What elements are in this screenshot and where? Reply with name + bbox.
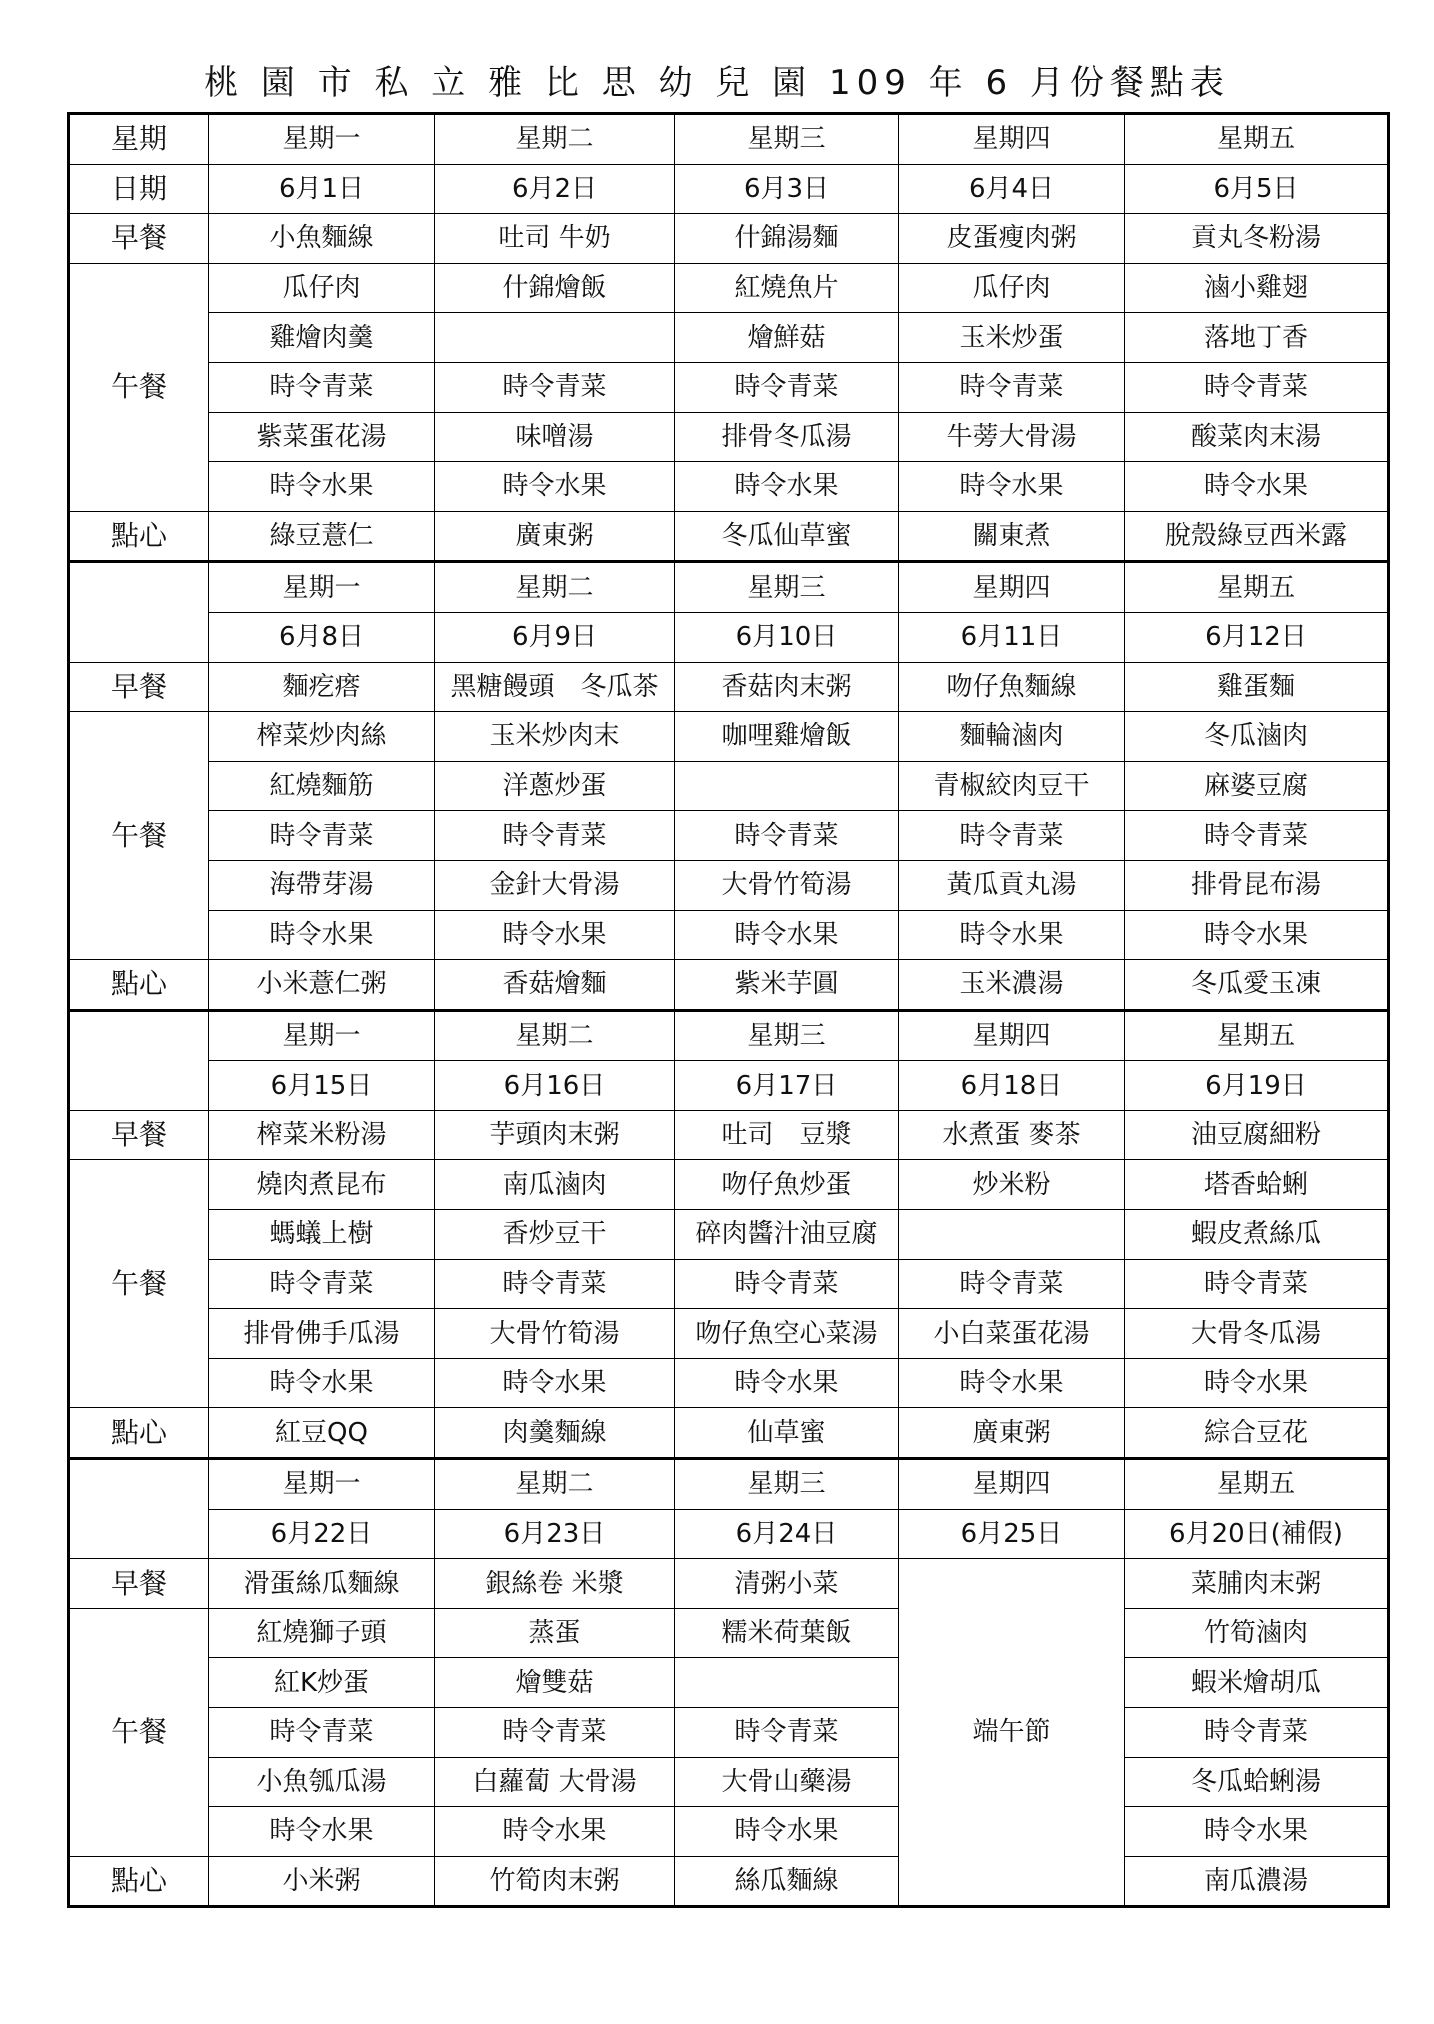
menu-item: 雞燴肉羹: [209, 313, 435, 363]
weekday-thu: 星期四: [899, 562, 1125, 613]
menu-item: 蒸蛋: [435, 1608, 675, 1658]
menu-item: 紅K炒蛋: [209, 1658, 435, 1708]
menu-item: 吻仔魚麵線: [899, 662, 1125, 712]
menu-item: 玉米濃湯: [899, 960, 1125, 1011]
menu-item: 冬瓜蛤蜊湯: [1125, 1757, 1389, 1807]
menu-item: 碎肉醬汁油豆腐: [675, 1210, 899, 1260]
menu-item: 小米粥: [209, 1856, 435, 1907]
menu-item: 玉米炒肉末: [435, 712, 675, 762]
holiday-cell: 端午節: [899, 1559, 1125, 1907]
week-1-lunch-row: [69, 313, 1389, 363]
weekday-thu: 星期四: [899, 1459, 1125, 1510]
week-2-weekday-row: [69, 562, 1389, 613]
menu-item: 燒肉煮昆布: [209, 1160, 435, 1210]
menu-item: 咖哩雞燴飯: [675, 712, 899, 762]
menu-item: 貢丸冬粉湯: [1125, 214, 1389, 264]
weekday-thu: 星期四: [899, 1010, 1125, 1061]
menu-item: 時令青菜: [435, 1708, 675, 1758]
weekday-fri: 星期五: [1125, 114, 1389, 165]
menu-item: 紅燒獅子頭: [209, 1608, 435, 1658]
menu-item: 時令青菜: [1125, 1708, 1389, 1758]
lunch-label: 午餐: [69, 1608, 209, 1856]
menu-item: 脫殼綠豆西米露: [1125, 511, 1389, 562]
menu-item: 時令青菜: [209, 811, 435, 861]
menu-item: 時令青菜: [1125, 1259, 1389, 1309]
menu-item: [675, 761, 899, 811]
menu-item: 牛蒡大骨湯: [899, 412, 1125, 462]
menu-item: 小白菜蛋花湯: [899, 1309, 1125, 1359]
snack-label: 點心: [69, 511, 209, 562]
menu-item: 時令青菜: [675, 1259, 899, 1309]
menu-item: 紫米芋圓: [675, 960, 899, 1011]
menu-item: 水煮蛋 麥茶: [899, 1110, 1125, 1160]
menu-item: 時令水果: [1125, 1358, 1389, 1408]
week-4-lunch-row: [69, 1608, 1389, 1658]
meal-schedule-table: [67, 112, 1390, 1908]
menu-item: 排骨昆布湯: [1125, 860, 1389, 910]
week-1-lunch-row: [69, 362, 1389, 412]
week-1-breakfast-row: [69, 214, 1389, 264]
page-title: 桃 園 市 私 立 雅 比 思 幼 兒 園 109 年 6 月份餐點表: [204, 63, 1230, 103]
week-3-lunch-row: [69, 1160, 1389, 1210]
menu-item: 黑糖饅頭 冬瓜茶: [435, 662, 675, 712]
week-3-lunch-row: [69, 1358, 1389, 1408]
week-2-snack-row: [69, 960, 1389, 1011]
menu-item: 南瓜滷肉: [435, 1160, 675, 1210]
weekday-fri: 星期五: [1125, 562, 1389, 613]
menu-item: 油豆腐細粉: [1125, 1110, 1389, 1160]
lunch-label: 午餐: [69, 263, 209, 511]
date-label: 日期: [69, 164, 209, 214]
menu-item: 綜合豆花: [1125, 1408, 1389, 1459]
menu-item: 吻仔魚空心菜湯: [675, 1309, 899, 1359]
snack-label: 點心: [69, 960, 209, 1011]
menu-item: 吐司 牛奶: [435, 214, 675, 264]
menu-item: 時令青菜: [899, 362, 1125, 412]
date-fri: 6月5日: [1125, 164, 1389, 214]
lunch-label: 午餐: [69, 1160, 209, 1408]
week-2-lunch-row: [69, 811, 1389, 861]
menu-item: 蝦米燴胡瓜: [1125, 1658, 1389, 1708]
menu-item: 時令水果: [209, 462, 435, 512]
date-wed: 6月24日: [675, 1509, 899, 1559]
menu-item: 時令水果: [899, 910, 1125, 960]
menu-item: 落地丁香: [1125, 313, 1389, 363]
menu-item: 時令水果: [899, 1358, 1125, 1408]
snack-label: 點心: [69, 1856, 209, 1907]
week-3-weekday-row: [69, 1010, 1389, 1061]
menu-item: 紅豆QQ: [209, 1408, 435, 1459]
menu-item: 玉米炒蛋: [899, 313, 1125, 363]
date-fri: 6月20日(補假): [1125, 1509, 1389, 1559]
menu-item: 海帶芽湯: [209, 860, 435, 910]
menu-item: 清粥小菜: [675, 1559, 899, 1609]
menu-item: 燴鮮菇: [675, 313, 899, 363]
weekday-mon: 星期一: [209, 1459, 435, 1510]
menu-item: 麵疙瘩: [209, 662, 435, 712]
week-label-blank: [69, 1459, 209, 1559]
menu-item: 燴雙菇: [435, 1658, 675, 1708]
menu-item: 大骨竹筍湯: [435, 1309, 675, 1359]
menu-item: 雞蛋麵: [1125, 662, 1389, 712]
menu-item: 麵輪滷肉: [899, 712, 1125, 762]
menu-item: 蝦皮煮絲瓜: [1125, 1210, 1389, 1260]
snack-label: 點心: [69, 1408, 209, 1459]
menu-item: 排骨冬瓜湯: [675, 412, 899, 462]
menu-item: [899, 1210, 1125, 1260]
menu-item: 南瓜濃湯: [1125, 1856, 1389, 1907]
week-4-lunch-row: [69, 1658, 1389, 1708]
menu-item: 螞蟻上樹: [209, 1210, 435, 1260]
menu-item: 銀絲卷 米漿: [435, 1559, 675, 1609]
week-3-lunch-row: [69, 1259, 1389, 1309]
menu-item: 時令水果: [209, 1807, 435, 1857]
date-mon: 6月15日: [209, 1061, 435, 1111]
week-3-breakfast-row: [69, 1110, 1389, 1160]
lunch-label: 午餐: [69, 712, 209, 960]
menu-item: 廣東粥: [899, 1408, 1125, 1459]
menu-item: 時令青菜: [675, 362, 899, 412]
weekday-fri: 星期五: [1125, 1010, 1389, 1061]
menu-item: [435, 313, 675, 363]
menu-item: 榨菜炒肉絲: [209, 712, 435, 762]
date-tue: 6月9日: [435, 612, 675, 662]
menu-item: 竹筍滷肉: [1125, 1608, 1389, 1658]
menu-item: 時令水果: [435, 1358, 675, 1408]
week-2-date-row: [69, 612, 1389, 662]
menu-item: 時令水果: [435, 910, 675, 960]
weekday-tue: 星期二: [435, 1010, 675, 1061]
menu-item: 滑蛋絲瓜麵線: [209, 1559, 435, 1609]
menu-item: 洋蔥炒蛋: [435, 761, 675, 811]
week-2-lunch-row: [69, 761, 1389, 811]
weekday-mon: 星期一: [209, 562, 435, 613]
week-3-snack-row: [69, 1408, 1389, 1459]
menu-item: 排骨佛手瓜湯: [209, 1309, 435, 1359]
breakfast-label: 早餐: [69, 662, 209, 712]
weekday-tue: 星期二: [435, 562, 675, 613]
menu-item: 時令青菜: [1125, 811, 1389, 861]
menu-item: 香炒豆干: [435, 1210, 675, 1260]
weekday-label: 星期: [69, 114, 209, 165]
menu-item: 關東煮: [899, 511, 1125, 562]
menu-item: 酸菜肉末湯: [1125, 412, 1389, 462]
menu-item: 吐司 豆漿: [675, 1110, 899, 1160]
menu-item: 大骨山藥湯: [675, 1757, 899, 1807]
menu-item: 榨菜米粉湯: [209, 1110, 435, 1160]
menu-item: 瓜仔肉: [209, 263, 435, 313]
menu-item: 冬瓜滷肉: [1125, 712, 1389, 762]
date-thu: 6月25日: [899, 1509, 1125, 1559]
week-3-lunch-row: [69, 1309, 1389, 1359]
menu-item: 時令水果: [1125, 462, 1389, 512]
menu-item: 大骨冬瓜湯: [1125, 1309, 1389, 1359]
menu-item: 香菇燴麵: [435, 960, 675, 1011]
menu-item: 黃瓜貢丸湯: [899, 860, 1125, 910]
week-1-snack-row: [69, 511, 1389, 562]
week-3-lunch-row: [69, 1210, 1389, 1260]
menu-item: 時令水果: [675, 1807, 899, 1857]
menu-item: 瓜仔肉: [899, 263, 1125, 313]
date-tue: 6月16日: [435, 1061, 675, 1111]
weekday-fri: 星期五: [1125, 1459, 1389, 1510]
menu-item: 時令青菜: [899, 1259, 1125, 1309]
menu-item: 滷小雞翅: [1125, 263, 1389, 313]
menu-item: 綠豆薏仁: [209, 511, 435, 562]
menu-item: 時令水果: [675, 1358, 899, 1408]
menu-item: 時令水果: [435, 462, 675, 512]
menu-item: 香菇肉末粥: [675, 662, 899, 712]
menu-item: 菜脯肉末粥: [1125, 1559, 1389, 1609]
week-4-breakfast-row: [69, 1559, 1389, 1609]
menu-item: 時令青菜: [675, 1708, 899, 1758]
date-fri: 6月12日: [1125, 612, 1389, 662]
menu-item: 吻仔魚炒蛋: [675, 1160, 899, 1210]
menu-item: 小魚瓠瓜湯: [209, 1757, 435, 1807]
menu-item: 時令水果: [209, 910, 435, 960]
menu-item: 時令青菜: [435, 362, 675, 412]
week-1-date-row: [69, 164, 1389, 214]
menu-item: 時令水果: [1125, 1807, 1389, 1857]
menu-item: 皮蛋瘦肉粥: [899, 214, 1125, 264]
week-2-lunch-row: [69, 860, 1389, 910]
menu-item: 白蘿蔔 大骨湯: [435, 1757, 675, 1807]
week-1-lunch-row: [69, 462, 1389, 512]
menu-item: 芋頭肉末粥: [435, 1110, 675, 1160]
date-mon: 6月1日: [209, 164, 435, 214]
menu-item: 絲瓜麵線: [675, 1856, 899, 1907]
menu-item: 時令水果: [675, 462, 899, 512]
menu-item: 紫菜蛋花湯: [209, 412, 435, 462]
week-1-lunch-row: [69, 412, 1389, 462]
menu-item: 紅燒麵筋: [209, 761, 435, 811]
menu-item: 味噌湯: [435, 412, 675, 462]
menu-item: 時令青菜: [209, 362, 435, 412]
date-wed: 6月3日: [675, 164, 899, 214]
date-tue: 6月23日: [435, 1509, 675, 1559]
date-mon: 6月8日: [209, 612, 435, 662]
menu-item: 肉羹麵線: [435, 1408, 675, 1459]
menu-item: 小米薏仁粥: [209, 960, 435, 1011]
menu-item: 冬瓜愛玉凍: [1125, 960, 1389, 1011]
menu-item: 麻婆豆腐: [1125, 761, 1389, 811]
week-4-snack-row: [69, 1856, 1389, 1907]
date-fri: 6月19日: [1125, 1061, 1389, 1111]
weekday-wed: 星期三: [675, 114, 899, 165]
week-4-weekday-row: [69, 1459, 1389, 1510]
menu-item: 時令水果: [435, 1807, 675, 1857]
week-4-lunch-row: [69, 1757, 1389, 1807]
date-mon: 6月22日: [209, 1509, 435, 1559]
menu-item: 時令青菜: [435, 811, 675, 861]
date-wed: 6月17日: [675, 1061, 899, 1111]
breakfast-label: 早餐: [69, 1110, 209, 1160]
date-thu: 6月4日: [899, 164, 1125, 214]
menu-item: 大骨竹筍湯: [675, 860, 899, 910]
menu-item: 炒米粉: [899, 1160, 1125, 1210]
date-thu: 6月11日: [899, 612, 1125, 662]
weekday-wed: 星期三: [675, 562, 899, 613]
menu-item: 時令青菜: [435, 1259, 675, 1309]
menu-item: 時令水果: [209, 1358, 435, 1408]
week-4-lunch-row: [69, 1807, 1389, 1857]
date-wed: 6月10日: [675, 612, 899, 662]
weekday-mon: 星期一: [209, 1010, 435, 1061]
date-thu: 6月18日: [899, 1061, 1125, 1111]
menu-item: 時令青菜: [209, 1708, 435, 1758]
weekday-tue: 星期二: [435, 1459, 675, 1510]
menu-item: 糯米荷葉飯: [675, 1608, 899, 1658]
week-4-date-row: [69, 1509, 1389, 1559]
breakfast-label: 早餐: [69, 214, 209, 264]
weekday-tue: 星期二: [435, 114, 675, 165]
menu-item: 時令青菜: [209, 1259, 435, 1309]
week-1-weekday-row: [69, 114, 1389, 165]
menu-item: 時令水果: [1125, 910, 1389, 960]
menu-item: 冬瓜仙草蜜: [675, 511, 899, 562]
weekday-thu: 星期四: [899, 114, 1125, 165]
breakfast-label: 早餐: [69, 1559, 209, 1609]
menu-item: 金針大骨湯: [435, 860, 675, 910]
menu-item: 竹筍肉末粥: [435, 1856, 675, 1907]
week-2-lunch-row: [69, 712, 1389, 762]
menu-item: 時令青菜: [1125, 362, 1389, 412]
week-label-blank: [69, 1010, 209, 1110]
weekday-wed: 星期三: [675, 1010, 899, 1061]
menu-item: 仙草蜜: [675, 1408, 899, 1459]
menu-item: 時令水果: [675, 910, 899, 960]
menu-item: 青椒絞肉豆干: [899, 761, 1125, 811]
menu-item: 塔香蛤蜊: [1125, 1160, 1389, 1210]
menu-item: 小魚麵線: [209, 214, 435, 264]
date-tue: 6月2日: [435, 164, 675, 214]
menu-item: 時令水果: [899, 462, 1125, 512]
menu-item: 廣東粥: [435, 511, 675, 562]
week-2-breakfast-row: [69, 662, 1389, 712]
week-2-lunch-row: [69, 910, 1389, 960]
menu-item: 什錦湯麵: [675, 214, 899, 264]
menu-item: 紅燒魚片: [675, 263, 899, 313]
week-3-date-row: [69, 1061, 1389, 1111]
weekday-mon: 星期一: [209, 114, 435, 165]
weekday-wed: 星期三: [675, 1459, 899, 1510]
week-label-blank: [69, 562, 209, 662]
week-1-lunch-row: [69, 263, 1389, 313]
menu-item: 時令青菜: [675, 811, 899, 861]
week-4-lunch-row: [69, 1708, 1389, 1758]
menu-item: 時令青菜: [899, 811, 1125, 861]
menu-item: 什錦燴飯: [435, 263, 675, 313]
menu-item: [675, 1658, 899, 1708]
